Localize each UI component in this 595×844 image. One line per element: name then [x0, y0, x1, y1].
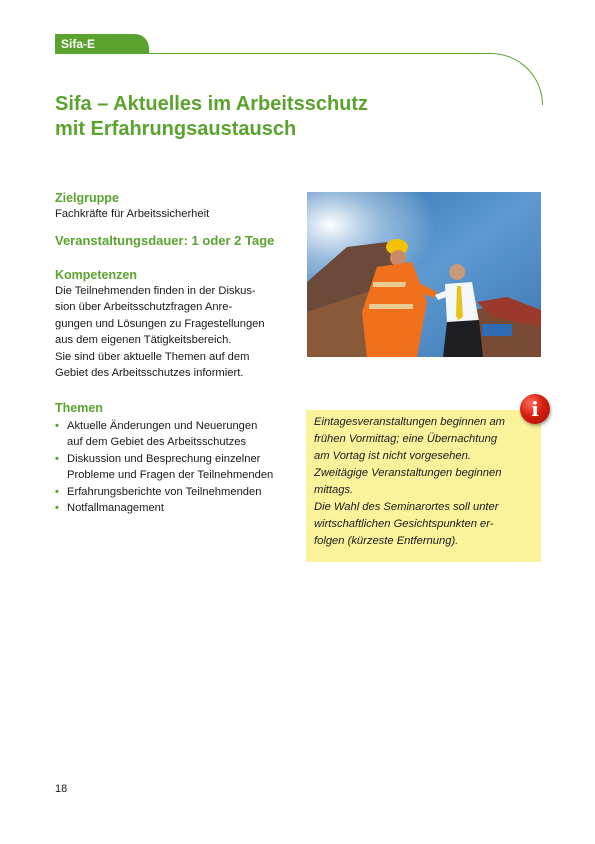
kompetenzen-line: aus dem eigenen Tätigkeitsbereich.	[55, 334, 232, 346]
dauer-heading: Veranstaltungsdauer: 1 oder 2 Tage	[55, 232, 275, 248]
zielgruppe-text: Fachkräfte für Arbeitssicherheit	[55, 208, 210, 220]
list-item-line: auf dem Gebiet des Arbeitsschutzes	[67, 436, 247, 448]
info-line: mittags.	[314, 484, 354, 496]
themen-list	[55, 418, 295, 517]
title-line-1: Sifa – Aktuelles im Arbeitsschutz	[55, 93, 369, 115]
list-item-line: Aktuelle Änderungen und Neuerungen	[67, 419, 258, 432]
kompetenzen-line: Sie sind über aktuelle Themen auf dem	[55, 350, 250, 363]
info-line: am Vortag ist nicht vorgesehen.	[314, 450, 471, 462]
content-column	[55, 190, 295, 517]
info-box	[306, 410, 541, 562]
kompetenzen-line: sion über Arbeitsschutzfragen Anre-	[55, 301, 233, 313]
list-item	[55, 451, 295, 484]
list-item-line: Probleme und Fragen der Teilnehmenden	[67, 469, 274, 481]
list-item-line: Erfahrungsberichte von Teilnehmenden	[67, 485, 262, 498]
page-number: 18	[55, 783, 68, 795]
list-item	[55, 500, 295, 517]
bullet-icon: •	[55, 485, 59, 498]
info-line: Die Wahl des Seminarortes soll unter	[314, 501, 499, 513]
section-tab: Sifa-E	[55, 34, 149, 54]
bullet-icon: •	[55, 502, 59, 514]
kompetenzen-line: Gebiet des Arbeitsschutzes informiert.	[55, 367, 244, 379]
kompetenzen-line: gungen und Lösungen zu Fragestellungen	[55, 317, 265, 330]
info-line: folgen (kürzeste Entfernung).	[314, 535, 459, 547]
bullet-icon: •	[55, 452, 59, 465]
themen-heading: Themen	[55, 400, 103, 415]
list-item	[55, 484, 295, 501]
info-line: Eintagesveranstaltungen beginnen am	[314, 416, 505, 428]
handshake-photo	[307, 192, 541, 357]
list-item	[55, 418, 295, 451]
kompetenzen-line: Die Teilnehmenden finden in der Diskus-	[55, 284, 256, 297]
info-icon: i	[520, 394, 550, 424]
info-line: wirtschaftlichen Gesichtspunkten er-	[314, 518, 494, 530]
title-line-2: mit Erfahrungsaustausch	[55, 118, 297, 140]
list-item-line: Diskussion und Besprechung einzelner	[67, 452, 261, 465]
kompetenzen-text	[55, 283, 295, 382]
kompetenzen-heading: Kompetenzen	[55, 267, 137, 282]
list-item-line: Notfallmanagement	[67, 502, 165, 514]
info-line: Zweitägige Veranstaltungen beginnen	[314, 467, 502, 479]
page-title	[55, 92, 495, 142]
zielgruppe-heading: Zielgruppe	[55, 191, 119, 205]
info-line: frühen Vormittag; eine Übernachtung	[314, 433, 498, 445]
bullet-icon: •	[55, 419, 59, 432]
